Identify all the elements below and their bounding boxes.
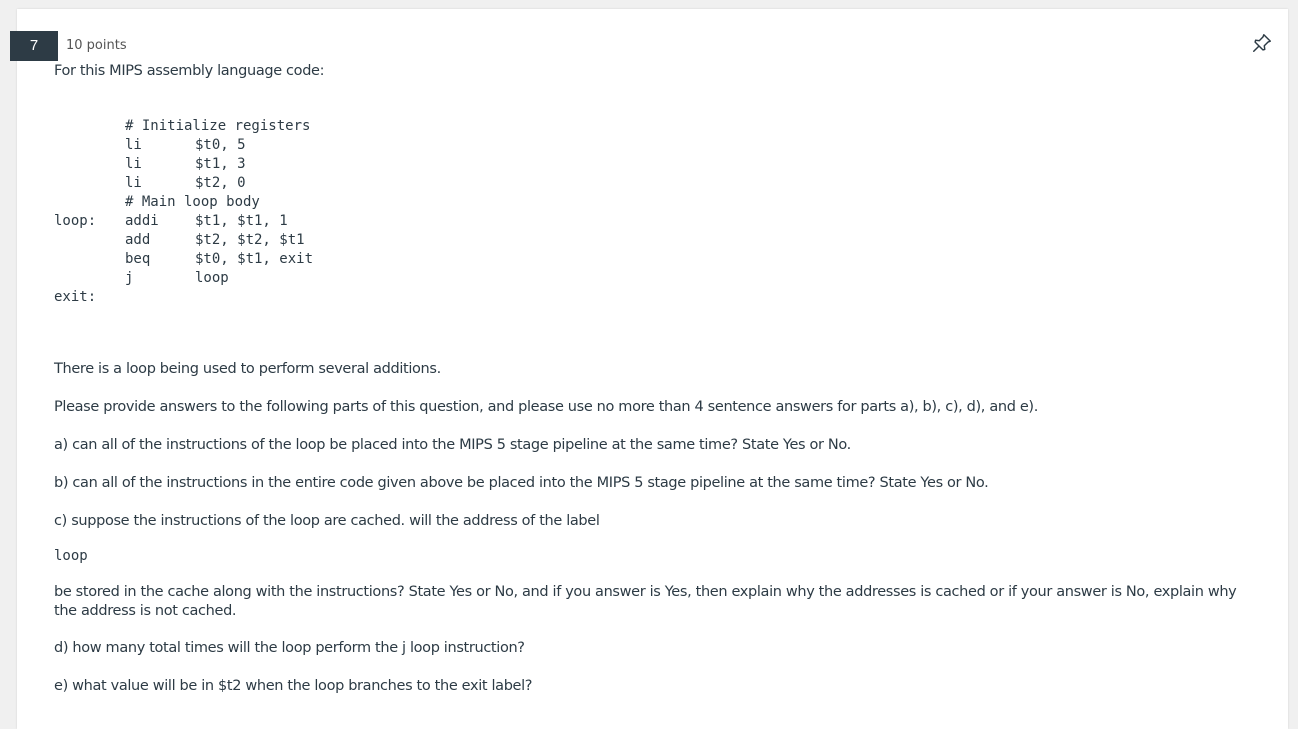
inline-code-loop: loop [54, 548, 88, 564]
code-line [54, 269, 313, 288]
code-opcode: beq [125, 251, 151, 267]
code-line [54, 136, 313, 155]
code-args: $t0, 5 [195, 137, 246, 153]
code-line [54, 212, 313, 231]
code-line [54, 174, 313, 193]
code-label [54, 155, 125, 174]
code-line [54, 250, 313, 269]
question-part-a: a) can all of the instructions of the loop be placed into the MIPS 5 stage pipeline at the same time? State Yes or No. [54, 437, 851, 453]
code-opcode [125, 288, 195, 307]
code-label [54, 117, 125, 136]
code-label [54, 174, 125, 193]
code-opcode: addi [125, 213, 159, 229]
code-args: loop [195, 270, 229, 286]
code-label [54, 250, 125, 269]
code-opcode: add [125, 232, 151, 248]
code-label [54, 136, 125, 155]
code-label [54, 231, 125, 250]
question-part-d: d) how many total times will the loop perform the j loop instruction? [54, 640, 525, 656]
intro-text: For this MIPS assembly language code: [54, 63, 325, 79]
question-part-c: c) suppose the instructions of the loop are cached. will the address of the label [54, 513, 600, 529]
code-line [54, 117, 313, 136]
code-opcode: j [125, 270, 134, 286]
code-block [54, 117, 313, 307]
question-part-b: b) can all of the instructions in the entire code given above be placed into the MIPS 5 stage pipeline at the same time? State Yes or No. [54, 475, 989, 491]
code-line [54, 288, 313, 307]
code-label: exit: [54, 289, 97, 305]
code-args: $t0, $t1, exit [195, 251, 314, 267]
code-label: loop: [54, 213, 97, 229]
code-label [54, 193, 125, 212]
paragraph-instructions: Please provide answers to the following parts of this question, and please use no more than 4 sentence answers for parts a), b), c), d), and e). [54, 399, 1038, 415]
code-args: $t2, 0 [195, 175, 246, 191]
code-opcode: li [125, 137, 142, 153]
question-number-badge: 7 [10, 31, 58, 61]
code-args: $t2, $t2, $t1 [195, 232, 305, 248]
question-part-c-continued: be stored in the cache along with the instructions? State Yes or No, and if you answer is Yes, then explain why the addresses is cached or if your answer is No, explain why the address is not cached. [54, 584, 1237, 619]
code-label [54, 269, 125, 288]
paragraph-loop-description: There is a loop being used to perform several additions. [54, 361, 441, 377]
code-line [54, 155, 313, 174]
pin-icon[interactable] [1251, 32, 1273, 54]
code-opcode: # Main loop body [125, 194, 260, 210]
points-label: 10 points [66, 38, 127, 53]
code-opcode: # Initialize registers [125, 118, 311, 134]
question-part-e: e) what value will be in $t2 when the loop branches to the exit label? [54, 678, 533, 694]
code-args: $t1, $t1, 1 [195, 213, 288, 229]
code-opcode: li [125, 175, 142, 191]
code-line [54, 231, 313, 250]
code-line [54, 193, 313, 212]
code-opcode: li [125, 156, 142, 172]
code-args: $t1, 3 [195, 156, 246, 172]
